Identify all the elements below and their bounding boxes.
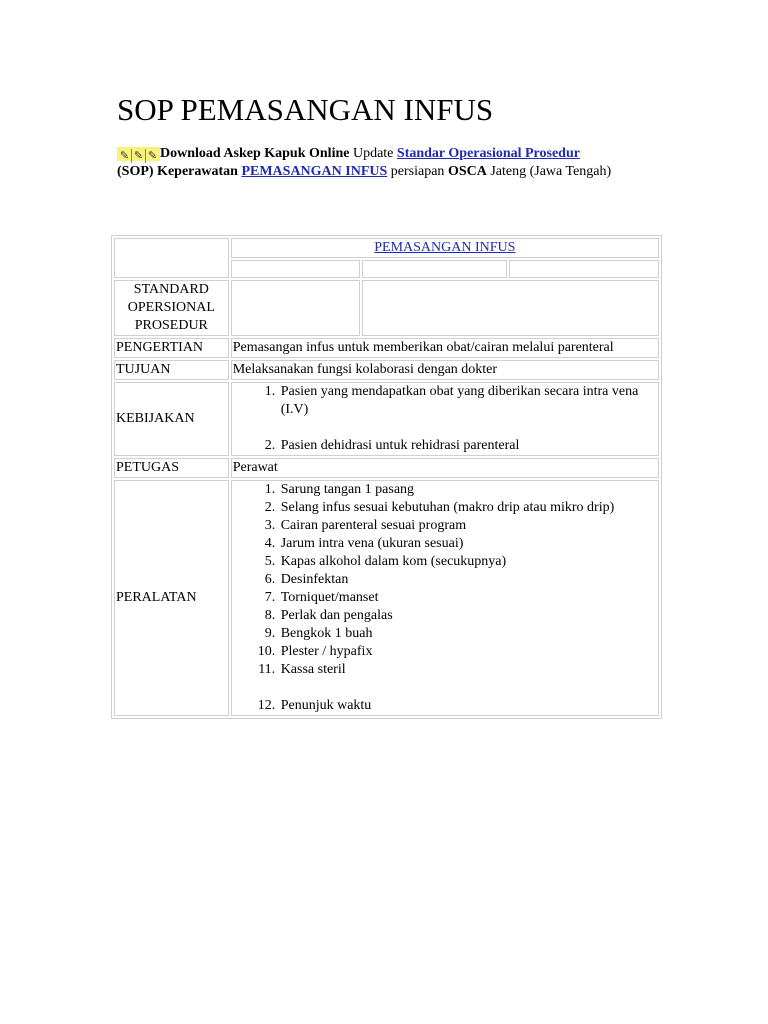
pemasangan-infus-link[interactable]: PEMASANGAN INFUS (241, 164, 388, 179)
row-value-peralatan (231, 480, 659, 716)
intro-bold-osca: OSCA (447, 164, 487, 179)
row-label-petugas: PETUGAS (114, 458, 229, 478)
intro-text: Jateng (Jawa Tengah) (486, 164, 612, 179)
kebijakan-list (233, 383, 657, 455)
list-item: 6. Desinfektan (279, 571, 657, 589)
rating-icon: ✎ (118, 149, 132, 163)
row-label-tujuan: TUJUAN (114, 360, 229, 380)
rating-icon: ✎ (132, 149, 146, 163)
list-item: 4. Jarum intra vena (ukuran sesuai) (279, 535, 657, 553)
list-item: 8. Perlak dan pengalas (279, 607, 657, 625)
intro-paragraph (117, 145, 657, 181)
empty-cell (231, 280, 360, 336)
sop-table (111, 235, 662, 719)
row-label-kebijakan: KEBIJAKAN (114, 382, 229, 456)
intro-bold-title: Download Askep Kapuk Online (160, 146, 350, 161)
empty-cell (362, 260, 507, 278)
header-title-cell (231, 238, 659, 258)
list-item: 10. Plester / hypafix (279, 643, 657, 661)
page-title: SOP PEMASANGAN INFUS (117, 92, 494, 127)
list-item: 9. Bengkok 1 buah (279, 625, 657, 643)
row-label-peralatan: PERALATAN (114, 480, 229, 716)
header-empty-cell (114, 238, 229, 278)
sop-link[interactable]: Standar Operasional Prosedur (396, 146, 580, 161)
list-item: 2. Pasien dehidrasi untuk rehidrasi parenteral (279, 437, 657, 455)
sop-label-cell: STANDARD OPERSIONAL PROSEDUR (114, 280, 229, 336)
list-item: 5. Kapas alkohol dalam kom (secukupnya) (279, 553, 657, 571)
list-item: 3. Cairan parenteral sesuai program (279, 517, 657, 535)
row-label-pengertian: PENGERTIAN (114, 338, 229, 358)
intro-bold-sop: (SOP) Keperawatan (117, 164, 238, 179)
intro-text: persiapan (387, 164, 448, 179)
list-item: 7. Torniquet/manset (279, 589, 657, 607)
rating-icon: ✎ (147, 150, 158, 162)
empty-cell (231, 260, 360, 278)
row-value-petugas: Perawat (231, 458, 659, 478)
rating-stars (117, 147, 160, 161)
list-item: 12. Penunjuk waktu (279, 697, 657, 715)
list-item: 1. Sarung tangan 1 pasang (279, 481, 657, 499)
list-item: 1. Pasien yang mendapatkan obat yang diberikan secara intra vena (I.V) (279, 383, 657, 419)
intro-text: Update (349, 146, 397, 161)
row-value-tujuan: Melaksanakan fungsi kolaborasi dengan dokter (231, 360, 659, 380)
list-item: 11. Kassa steril (279, 661, 657, 679)
row-value-kebijakan (231, 382, 659, 456)
peralatan-list (233, 481, 657, 715)
list-item: 2. Selang infus sesuai kebutuhan (makro drip atau mikro drip) (279, 499, 657, 517)
empty-cell (362, 280, 659, 336)
empty-cell (509, 260, 659, 278)
header-title-link[interactable]: PEMASANGAN INFUS (374, 240, 516, 255)
row-value-pengertian: Pemasangan infus untuk memberikan obat/cairan melalui parenteral (231, 338, 659, 358)
